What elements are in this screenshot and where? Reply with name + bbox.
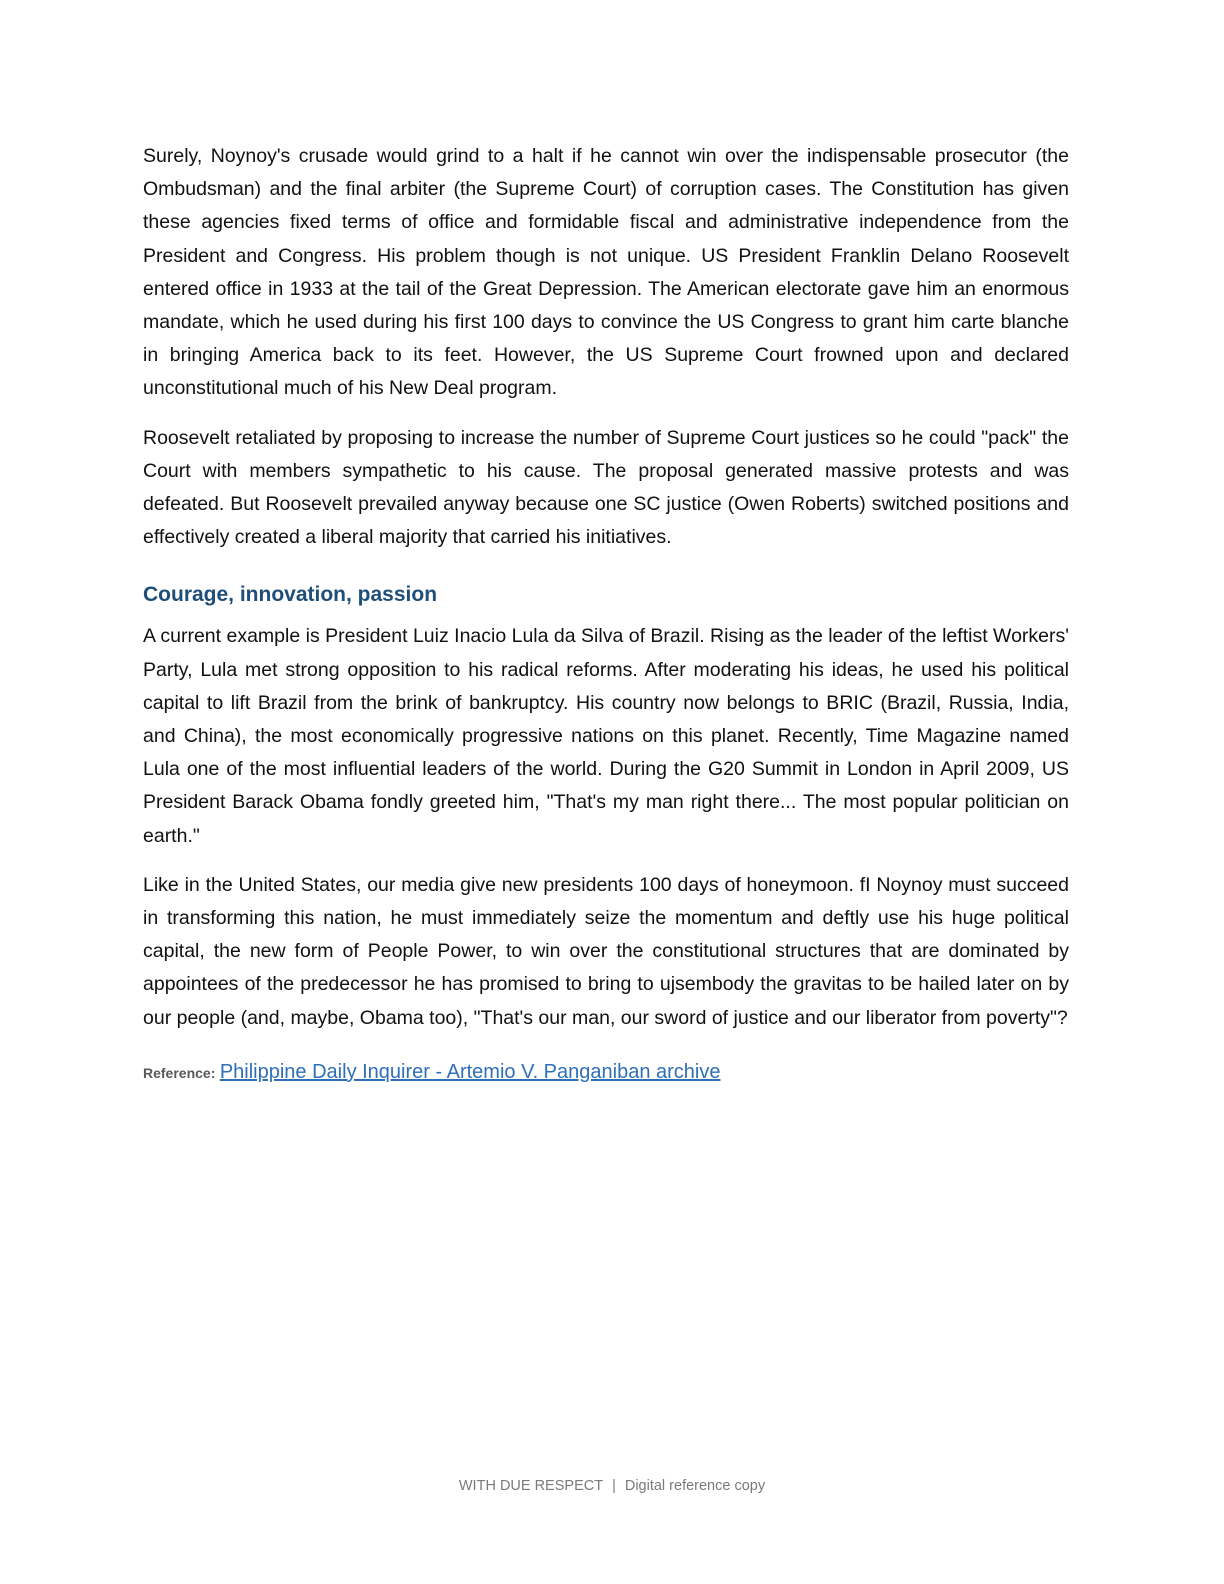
reference-line <box>143 1057 1069 1089</box>
footer-separator: | <box>612 1478 616 1494</box>
document-body <box>143 140 1069 1089</box>
reference-label: Reference: <box>143 1064 216 1081</box>
page-footer <box>0 1478 1224 1494</box>
footer-subtitle: Digital reference copy <box>624 1478 766 1494</box>
footer-title: WITH DUE RESPECT <box>458 1478 604 1494</box>
paragraph-roosevelt-court-packing: Roosevelt retaliated by proposing to increase the number of Supreme Court justices so he could "pack" the Court with members sympathetic to his cause. The proposal generated massive protests and was defeated. But Roosevelt prevailed anyway because one SC justice (Owen Roberts) switched positions and effectively created a liberal majority that carried his initiatives. <box>143 426 1069 549</box>
paragraph-lula-example: A current example is President Luiz Inacio Lula da Silva of Brazil. Rising as the leader of the leftist Workers' Party, Lula met strong opposition to his radical reforms. After moderating his ideas, he used his political capital to lift Brazil from the brink of bankruptcy. His country now belongs to BRIC (Brazil, Russia, India, and China), the most economically progressive nations on this planet. Recently, Time Magazine named Lula one of the most influential leaders of the world. During the G20 Summit in London in April 2009, US President Barack Obama fondly greeted him, "That's my man right there... The most popular politician on earth." <box>143 625 1069 847</box>
paragraph-honeymoon: Like in the United States, our media give new presidents 100 days of honeymoon. fI Noynoy must succeed in transforming this nation, he must immediately seize the momentum and deftly use his huge political capital, the new form of People Power, to win over the constitutional structures that are dominated by appointees of the predecessor he has promised to bring to ujsembody the gravitas to be hailed later on by our people (and, maybe, Obama too), "That's our man, our sword of justice and our liberator from poverty"? <box>143 873 1069 1029</box>
reference-link[interactable]: Philippine Daily Inquirer - Artemio V. Panganiban archive <box>219 1060 721 1083</box>
paragraph-ombudsman-supreme-court: Surely, Noynoy's crusade would grind to a halt if he cannot win over the indispensable prosecutor (the Ombudsman) and the final arbiter (the Supreme Court) of corruption cases. The Constitution has given these agencies fixed terms of office and formidable fiscal and administrative independence from the President and Congress. His problem though is not unique. US President Franklin Delano Roosevelt entered office in 1933 at the tail of the Great Depression. The American electorate gave him an enormous mandate, which he used during his first 100 days to convince the US Congress to grant him carte blanche in bringing America back to its feet. However, the US Supreme Court frowned upon and declared unconstitutional much of his New Deal program. <box>143 145 1069 400</box>
section-heading: Courage, innovation, passion <box>143 583 438 607</box>
